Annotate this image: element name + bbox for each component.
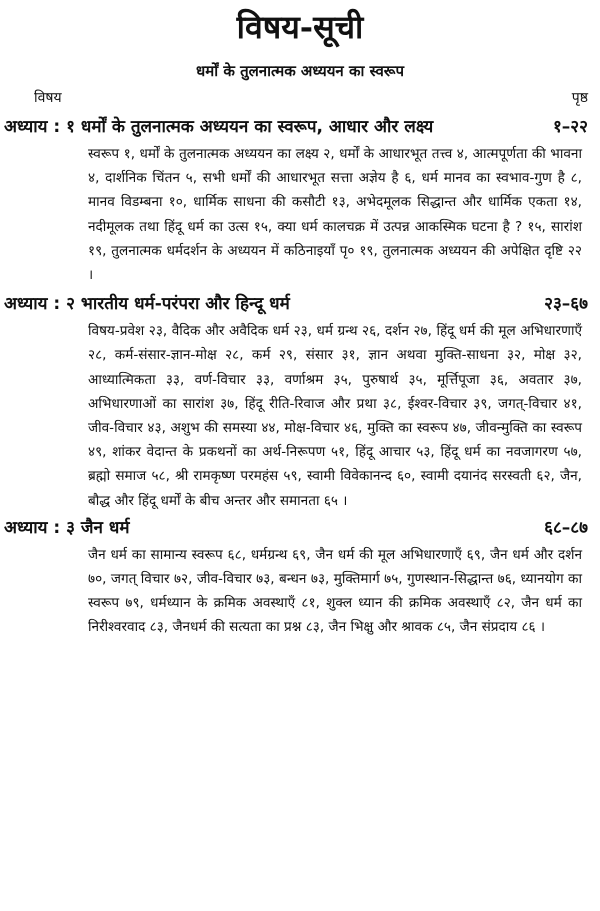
chapter-heading [4, 291, 596, 317]
chapter-contents: स्वरूप १, धर्मों के तुलनात्मक अध्ययन का लक्ष्य २, धर्मों के आधारभूत तत्त्व ४, आत्मपूर्णता की भावना ४, दार्शनिक चिंतन ५, सभी धर्मों की आधारभूत सत्ता अज्ञेय है ६, धर्म मानव का स्वभाव-गुण है ८, मानव विडम्बना १०, धार्मिक साधना की कसौटी १३, अभेदमूलक सिद्धान्त और धार्मिक एकता १४, नदीमूलक तथा हिंदू धर्म का उत्स १५, क्या धर्म कालचक्र में उत्पन्न आकस्मिक घटना है ? १५, सारांश १९, तुलनात्मक धर्मदर्शन के अध्ययन में कठिनाइयाँ पृ० १९, तुलनात्मक अध्ययन की अपेक्षित दृष्टि २२ । [88, 146, 582, 284]
chapter-heading [4, 515, 596, 541]
chapter-2 [4, 291, 596, 513]
chapter-title: अध्याय : १ धर्मों के तुलनात्मक अध्ययन का स्वरूप, आधार और लक्ष्य [4, 117, 434, 137]
chapter-title: अध्याय : २ भारतीय धर्म-परंपरा और हिन्दू धर्म [4, 294, 290, 315]
column-header-page: पृष्ठ [571, 90, 588, 106]
chapter-1 [4, 114, 596, 287]
section-subtitle: धर्मों के तुलनात्मक अध्ययन का स्वरूप [196, 62, 404, 80]
chapter-contents: जैन धर्म का सामान्य स्वरूप ६८, धर्मग्रन्थ ६९, जैन धर्म की मूल अभिधारणाएँ ६९, जैन धर्म और दर्शन ७०, जगत् विचार ७२, जीव-विचार ७३, बन्धन ७३, मुक्तिमार्ग ७५, गुणस्थान-सिद्धान्त ७६, ध्यानयोग का स्वरूप ७९, धर्मध्यान के क्रमिक अवस्थाएँ ८१, शुक्ल ध्यान की क्रमिक अवस्थाएँ ८२, जैन धर्म का निरीश्वरवाद ८३, जैनधर्म की सत्यता का प्रश्न ८३, जैन भिक्षु और श्रावक ८५, जैन संप्रदाय ८६ । [88, 546, 582, 636]
column-header-subject: विषय [34, 90, 62, 106]
chapter-page-range: ६८–८७ [544, 517, 588, 538]
chapter-contents: विषय-प्रवेश २३, वैदिक और अवैदिक धर्म २३, धर्म ग्रन्थ २६, दर्शन २७, हिंदू धर्म की मूल अभिधारणाएँ २८, कर्म-संसार-ज्ञान-मोक्ष २८, कर्म २९, संसार ३१, ज्ञान अथवा मुक्ति-साधना ३२, मोक्ष ३२, आध्यात्मिकता ३३, वर्ण-विचार ३३, वर्णाश्रम ३५, पुरुषार्थ ३५, मूर्त्तिपूजा ३६, अवतार ३७, अभिधारणाओं का सारांश ३७, हिंदू रीति-रिवाज और प्रथा ३८, ईश्वर-विचार ३९, जगत्-विचार ४१, जीव-विचार ४३, अशुभ की समस्या ४४, मोक्ष-विचार ४६, मुक्ति का स्वरूप ४७, जीवन्मुक्ति का स्वरूप ४९, शांकर वेदान्त के प्रकथनों का अर्थ-निरूपण ५१, हिंदू आचार ५३, हिंदू धर्म का नवजागरण ५७, ब्रह्मो समाज ५८, श्री रामकृष्ण परमहंस ५९, स्वामी विवेकानन्द ६०, स्वामी दयानंद सरस्वती ६२, जैन, बौद्ध और हिंदू धर्मों के बीच अन्तर और समानता ६५ । [88, 323, 582, 509]
chapter-page-range: १–२२ [552, 117, 588, 137]
chapter-page-range: २३–६७ [544, 294, 588, 315]
chapter-3 [4, 515, 596, 640]
column-headers [4, 88, 596, 108]
chapter-heading [4, 114, 596, 140]
chapter-title: अध्याय : ३ जैन धर्म [4, 517, 130, 538]
page-title: विषय-सूची [236, 8, 364, 46]
